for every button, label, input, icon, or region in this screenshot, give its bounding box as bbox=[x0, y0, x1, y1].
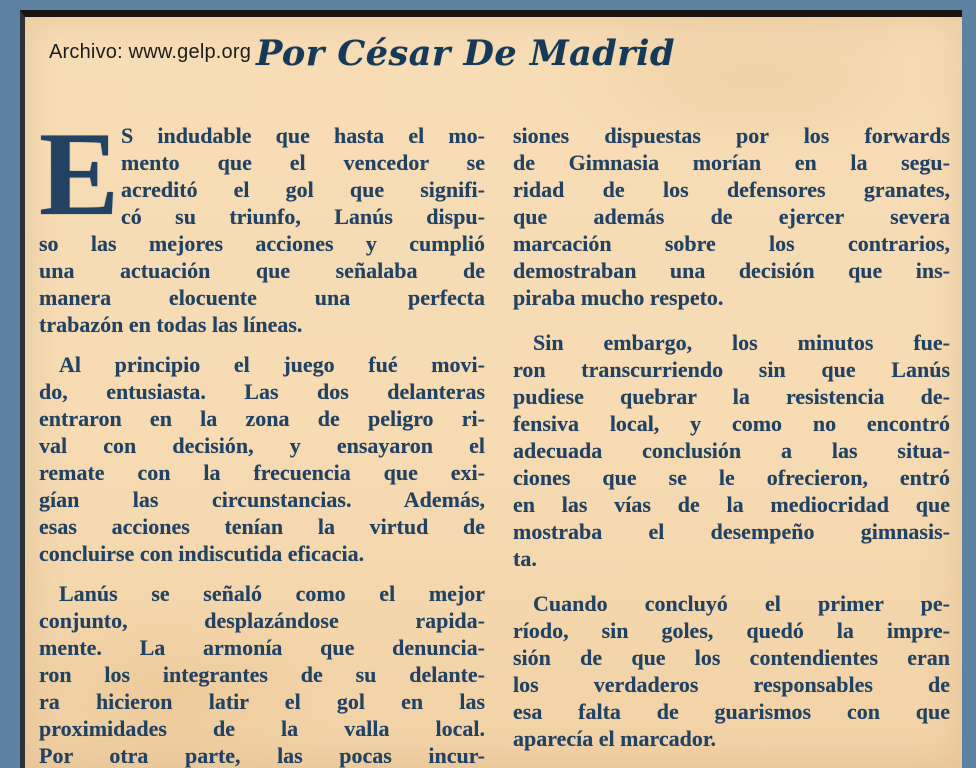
text-line: esas acciones tenían la virtud de bbox=[39, 514, 485, 539]
text-line: proximidades de la valla local. bbox=[39, 716, 485, 741]
paragraph bbox=[513, 122, 950, 311]
archive-watermark: Archivo: www.gelp.org bbox=[49, 41, 252, 63]
text-line: que además de ejercer severa bbox=[513, 204, 950, 229]
text-line: sión de que los contendientes eran bbox=[513, 645, 950, 670]
text-line: fensiva local, y como no encontró bbox=[513, 411, 950, 436]
text-line: trabazón en todas las líneas. bbox=[39, 312, 303, 337]
text-line: piraba mucho respeto. bbox=[513, 285, 724, 310]
text-line: ridad de los defensores granates, bbox=[513, 177, 950, 202]
text-line: ron transcurriendo sin que Lanús bbox=[513, 357, 950, 382]
text-line: de Gimnasia morían en la segu- bbox=[513, 150, 950, 175]
text-line: mento que el vencedor se bbox=[121, 150, 485, 175]
newspaper-clipping bbox=[20, 10, 962, 768]
text-line: mostraba el desempeño gimnasis- bbox=[513, 519, 950, 544]
text-line: Cuando concluyó el primer pe- bbox=[533, 591, 950, 616]
text-line: do, entusiasta. Las dos delanteras bbox=[39, 379, 485, 404]
text-line: remate con la frecuencia que exi- bbox=[39, 460, 485, 485]
text-line: ta. bbox=[513, 546, 537, 571]
paragraph bbox=[513, 590, 950, 752]
text-line: adecuada conclusión a las situa- bbox=[513, 438, 950, 463]
article-columns bbox=[33, 81, 952, 768]
text-line: pudiese quebrar la resistencia de- bbox=[513, 384, 950, 409]
text-line: marcación sobre los contrarios, bbox=[513, 231, 950, 256]
column-right bbox=[513, 122, 950, 768]
column-left bbox=[39, 107, 485, 768]
text-line: los verdaderos responsables de bbox=[513, 672, 950, 697]
text-line: mente. La armonía que denuncia- bbox=[39, 635, 485, 660]
text-line: ríodo, sin goles, quedó la impre- bbox=[513, 618, 950, 643]
text-line: en las vías de la mediocridad que bbox=[513, 492, 950, 517]
text-line: siones dispuestas por los forwards bbox=[513, 123, 950, 148]
text-line: entraron en la zona de peligro ri- bbox=[39, 406, 485, 431]
text-line: val con decisión, y ensayaron el bbox=[39, 433, 485, 458]
paragraph bbox=[39, 351, 485, 567]
text-line: una actuación que señalaba de bbox=[39, 258, 485, 283]
text-line: ciones que se le ofrecieron, entró bbox=[513, 465, 950, 490]
clipping-content bbox=[25, 17, 962, 768]
text-line: ra hicieron latir el gol en las bbox=[39, 689, 485, 714]
text-line: conjunto, desplazándose rapida- bbox=[39, 608, 485, 633]
paragraph bbox=[513, 329, 950, 572]
text-line: Al principio el juego fué movi- bbox=[59, 352, 485, 377]
text-line: Sin embargo, los minutos fue- bbox=[533, 330, 950, 355]
paragraph bbox=[39, 107, 485, 338]
text-line: esa falta de guarismos con que bbox=[513, 699, 950, 724]
text-line: gían las circunstancias. Además, bbox=[39, 487, 485, 512]
byline-title: Por César De Madrid bbox=[256, 33, 675, 74]
text-line: acreditó el gol que signifi- bbox=[121, 177, 485, 202]
text-line: Lanús se señaló como el mejor bbox=[59, 581, 485, 606]
text-line: S indudable que hasta el mo- bbox=[121, 123, 485, 148]
clipping-header bbox=[33, 25, 952, 81]
text-line: manera elocuente una perfecta bbox=[39, 285, 485, 310]
text-line: concluirse con indiscutida eficacia. bbox=[39, 541, 365, 566]
text-line: aparecía el marcador. bbox=[513, 726, 717, 751]
paragraph bbox=[39, 580, 485, 768]
drop-cap: E bbox=[39, 107, 120, 240]
text-line: demostraban una decisión que ins- bbox=[513, 258, 950, 283]
text-line: so las mejores acciones y cumplió bbox=[39, 231, 485, 256]
text-line: Por otra parte, las pocas incur- bbox=[39, 743, 485, 768]
text-line: ron los integrantes de su delante- bbox=[39, 662, 485, 687]
text-line: có su triunfo, Lanús dispu- bbox=[121, 204, 485, 229]
